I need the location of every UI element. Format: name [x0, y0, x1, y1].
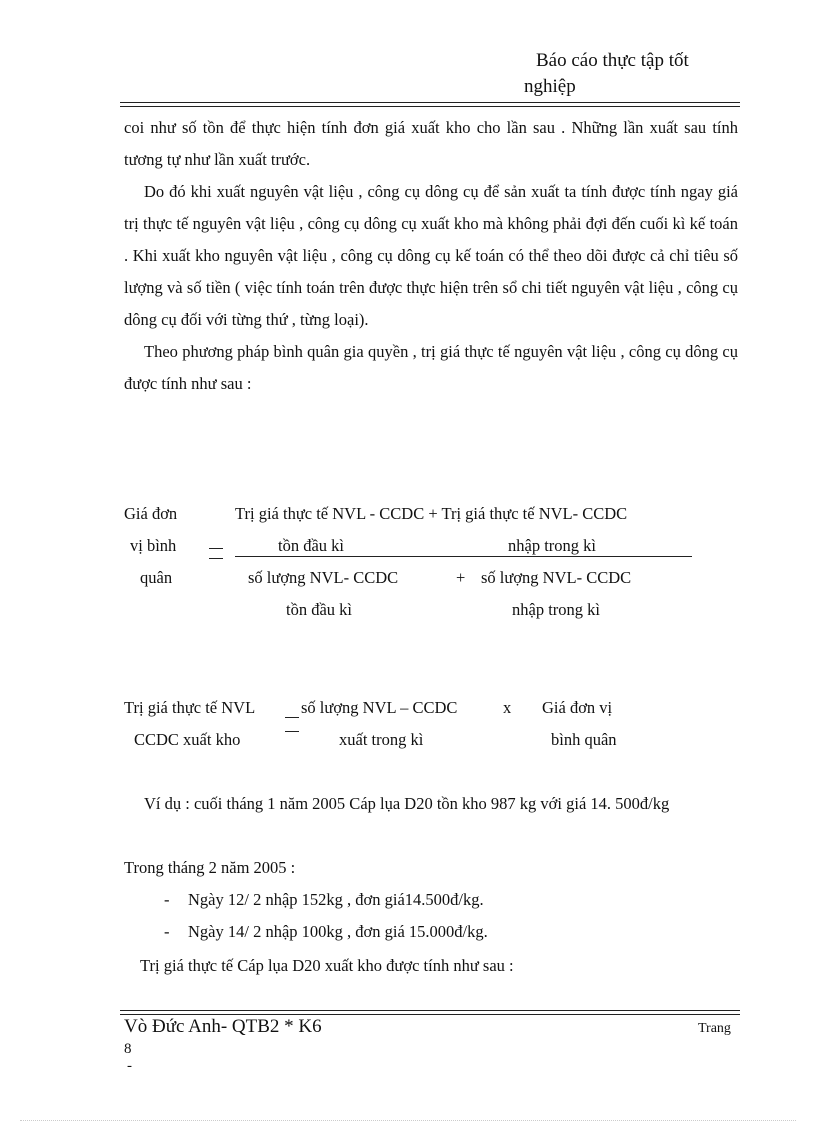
formula2-quantity-line1: số lượng NVL – CCDC: [301, 698, 458, 717]
formula1-lhs-line1: Giá đơn: [124, 504, 178, 523]
footer-rule-bottom: [120, 1014, 740, 1015]
paragraph-2: Do đó khi xuất nguyên vật liệu , công cụ dông cụ để sản xuất ta tính được tính ngay giá trị thực tế nguyên vật liệu , công cụ dông cụ xuất kho mà không phải đợi đến cuối kì kế toán . Khi xuất kho nguyên vật liệu , công cụ dông cụ kế toán có thể theo dõi được cả chỉ tiêu số lượng và số tiền ( việc tính toán trên được thực hiện trên sổ chi tiết nguyên vật liệu , công cụ dông cụ đối với từng thứ , từng loại).: [124, 182, 738, 329]
footer-page-number: 8: [124, 1041, 132, 1057]
example-text-2: Trong tháng 2 năm 2005 :: [124, 858, 296, 877]
formula1-fraction-bar: [235, 556, 692, 557]
page-bottom-border: [20, 1120, 796, 1121]
footer-page-label: Trang: [698, 1021, 731, 1036]
bullet-marker: -: [164, 890, 170, 909]
formula1-lhs-line3: quân: [140, 568, 173, 587]
formula1-denominator-right-sub: nhập trong kì: [512, 600, 600, 619]
header-rule-bottom: [120, 106, 740, 107]
formula1-numerator-left-sub: tồn đầu kì: [278, 536, 344, 555]
body-text: [124, 112, 738, 400]
example-text-1: Ví dụ : cuối tháng 1 năm 2005 Cáp lụa D20 tồn kho 987 kg với giá 14. 500đ/kg: [144, 794, 670, 813]
formula2-lhs-line1: Trị giá thực tế NVL: [124, 698, 256, 717]
footer-dash: -: [127, 1058, 132, 1074]
footer-rule-top: [120, 1010, 740, 1011]
formula1-denominator-plus: +: [456, 568, 466, 587]
formula2-lhs-line2: CCDC xuất kho: [134, 730, 241, 749]
formula1-numerator-right-sub: nhập trong kì: [508, 536, 596, 555]
bullet-marker: -: [164, 922, 170, 941]
header-title-line1: Báo cáo thực tập tốt: [536, 50, 689, 71]
formula1-lhs-line2: vị bình: [130, 536, 177, 555]
example-text-3: Trị giá thực tế Cáp lụa D20 xuất kho được tính như sau :: [140, 956, 514, 975]
formula2-quantity-line2: xuất trong kì: [339, 730, 424, 749]
bullet-item-2: Ngày 14/ 2 nhập 100kg , đơn giá 15.000đ/kg.: [188, 922, 488, 941]
paragraph-3: Theo phương pháp bình quân gia quyền , trị giá thực tế nguyên vật liệu , công cụ dông cụ được tính như sau :: [124, 342, 738, 393]
paragraph-1: coi như số tồn để thực hiện tính đơn giá xuất kho cho lần sau . Những lần xuất sau tính tương tự như lần xuất trước.: [124, 118, 738, 169]
header-title-line2: nghiệp: [524, 76, 576, 97]
formula1-numerator: Trị giá thực tế NVL - CCDC + Trị giá thực tế NVL- CCDC: [235, 504, 628, 523]
formula2-rhs-line2: bình quân: [551, 730, 617, 749]
header-rule-top: [120, 102, 740, 103]
formula1-denominator-right: số lượng NVL- CCDC: [481, 568, 632, 587]
example-paragraph-1: [124, 788, 738, 820]
formula1-denominator-left: số lượng NVL- CCDC: [248, 568, 399, 587]
formula2-times-sign: x: [503, 698, 512, 717]
bullet-item-1: Ngày 12/ 2 nhập 152kg , đơn giá14.500đ/kg.: [188, 890, 484, 909]
formula2-rhs-line1: Giá đơn vị: [542, 698, 613, 717]
footer-author: Vò Đức Anh- QTB2 * K6: [124, 1016, 322, 1037]
formula1-denominator-left-sub: tồn đầu kì: [286, 600, 352, 619]
